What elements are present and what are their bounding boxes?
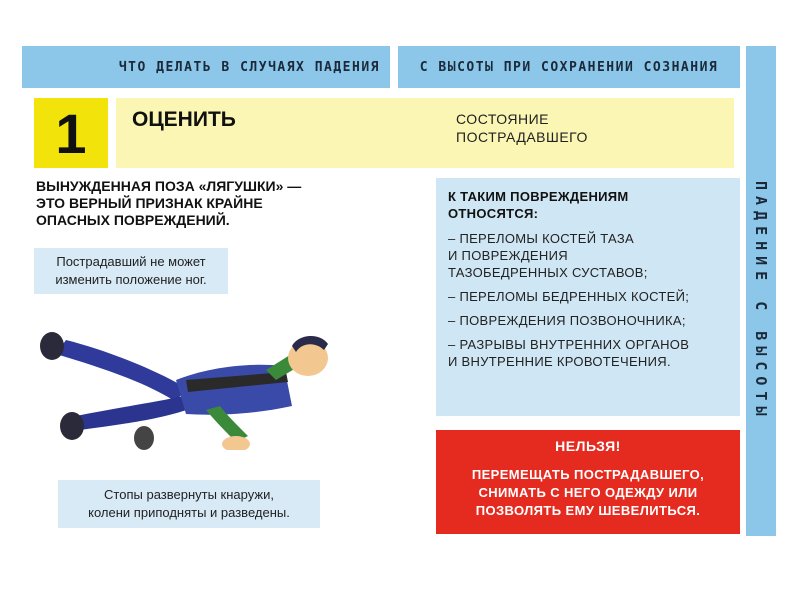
injury-item: – ПОВРЕЖДЕНИЯ ПОЗВОНОЧНИКА; — [448, 313, 686, 328]
header-left — [22, 46, 390, 88]
frog-line3: ОПАСНЫХ ПОВРЕЖДЕНИЙ. — [36, 212, 230, 228]
prohibition-line3: ПОЗВОЛЯТЬ ЕМУ ШЕВЕЛИТЬСЯ. — [475, 503, 701, 518]
note-legs-line2: изменить положение ног. — [55, 272, 207, 287]
sidebar-strip — [746, 46, 776, 536]
injury-item: – ПЕРЕЛОМЫ КОСТЕЙ ТАЗА И ПОВРЕЖДЕНИЯ ТАЗОБЕДРЕННЫХ СУСТАВОВ; — [448, 231, 648, 280]
right-shoe — [60, 412, 84, 440]
step-action: ОЦЕНИТЬ — [132, 108, 236, 131]
frog-line1: ВЫНУЖДЕННАЯ ПОЗА «ЛЯГУШКИ» — — [36, 178, 302, 194]
prohibition-line1: ПЕРЕМЕЩАТЬ ПОСТРАДАВШЕГО, — [471, 467, 705, 482]
prohibition-text — [436, 466, 740, 520]
sidebar-text: ПАДЕНИЕ С ВЫСОТЫ — [752, 180, 770, 422]
sidebar-text-wrap — [746, 86, 776, 516]
step-number-box — [34, 98, 108, 168]
frog-pose-warning — [36, 178, 336, 229]
injured-person-illustration — [36, 310, 336, 450]
header-right-text: С ВЫСОТЫ ПРИ СОХРАНЕНИИ СОЗНАНИЯ — [419, 59, 719, 75]
left-shoe — [40, 332, 64, 360]
prohibition-line2: СНИМАТЬ С НЕГО ОДЕЖДУ ИЛИ — [478, 485, 698, 500]
note-legs — [34, 248, 228, 294]
note-feet-line2: колени приподняты и разведены. — [88, 505, 290, 520]
sole — [134, 426, 154, 450]
hand — [222, 436, 250, 450]
leg-lower — [76, 396, 192, 430]
step-number: 1 — [55, 101, 87, 165]
step-object-line1: СОСТОЯНИЕ — [456, 111, 549, 127]
note-legs-line1: Пострадавший не может — [56, 254, 206, 269]
step-band — [116, 98, 734, 168]
injuries-title-line2: ОТНОСЯТСЯ: — [448, 206, 539, 221]
step-object — [456, 110, 588, 146]
injury-item: – РАЗРЫВЫ ВНУТРЕННИХ ОРГАНОВ И ВНУТРЕННИЕ КРОВОТЕЧЕНИЯ. — [448, 337, 690, 369]
prohibition-box — [436, 430, 740, 534]
first-aid-poster — [22, 46, 776, 536]
injury-item: – ПЕРЕЛОМЫ БЕДРЕННЫХ КОСТЕЙ; — [448, 289, 690, 304]
injuries-box — [436, 178, 740, 416]
injuries-title-line1: К ТАКИМ ПОВРЕЖДЕНИЯМ — [448, 189, 629, 204]
note-feet-line1: Стопы развернуты кнаружи, — [104, 487, 274, 502]
injuries-title — [448, 188, 730, 222]
leg-upper — [56, 340, 186, 402]
header-divider — [390, 46, 398, 88]
header-left-text: ЧТО ДЕЛАТЬ В СЛУЧАЯХ ПАДЕНИЯ — [118, 59, 380, 75]
step-object-line2: ПОСТРАДАВШЕГО — [456, 129, 588, 145]
frog-line2: ЭТО ВЕРНЫЙ ПРИЗНАК КРАЙНЕ — [36, 195, 263, 211]
header-bar — [22, 46, 740, 88]
prohibition-title: НЕЛЬЗЯ! — [555, 438, 621, 454]
note-feet — [58, 480, 320, 528]
header-right — [398, 46, 740, 88]
